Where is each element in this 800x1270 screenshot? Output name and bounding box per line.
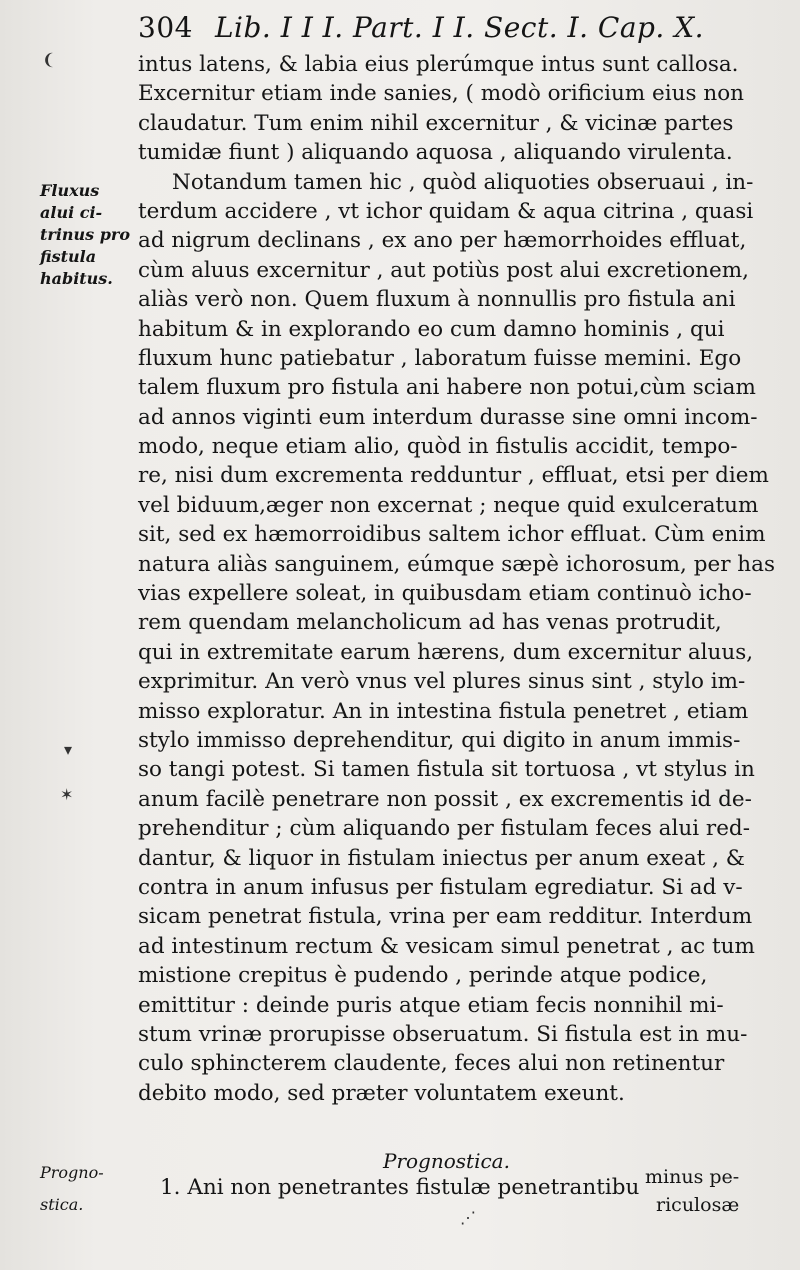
prognostic-item-1: 1. Ani non penetrantes fistulæ penetrantibu — [160, 1175, 640, 1200]
text-line: claudatur. Tum enim nihil excernitur , & vicinæ partes — [138, 110, 734, 136]
text-line: mistione crepitus è pudendo , perinde atque podice, — [138, 963, 708, 989]
text-line: debito modo, sed præter voluntatem exeunt. — [138, 1080, 625, 1106]
text-line: misso exploratur. An in intestina fistula penetret , etiam — [138, 698, 749, 724]
text-line: natura aliàs sanguinem, eúmque sæpè ichorosum, per has — [138, 551, 776, 577]
text-line: vel biduum,æger non excernat ; neque quid exulceratum — [138, 492, 759, 518]
ink-mark: ✶ — [60, 785, 74, 804]
prognostic-item-1-continuation — [645, 1166, 739, 1216]
running-title: Lib. I I I. Part. I I. Sect. I. Cap. X. — [214, 11, 705, 44]
text-line: Excernitur etiam inde sanies, ( modò orificium eius non — [138, 81, 744, 107]
margin-note-fluxus — [40, 180, 132, 290]
text-line: fluxum hunc patiebatur , laboratum fuisse memini. Ego — [138, 345, 742, 371]
text-line: prehenditur ; cùm aliquando per fistulam feces alui red- — [138, 816, 750, 842]
text-line: stylo immisso deprehenditur, qui digito in anum immis- — [138, 727, 741, 753]
text-line: ad nigrum declinans , ex ano per hæmorrhoides effluat, — [138, 228, 747, 254]
text-line: qui in extremitate earum hærens, dum excernitur aluus, — [138, 639, 754, 665]
text-line: Notandum tamen hic , quòd aliquoties obseruaui , in- — [172, 169, 754, 195]
text-line: anum facilè penetrare non possit , ex excrementis id de- — [138, 786, 752, 812]
margin-note-line: Progno- — [40, 1163, 104, 1182]
margin-note-prognostica — [40, 1162, 132, 1216]
text-line: rem quendam melancholicum ad has venas protrudit, — [138, 610, 722, 636]
text-line: modo, neque etiam alio, quòd in fistulis accidit, tempo- — [138, 434, 738, 460]
text-line: terdum accidere , vt ichor quidam & aqua citrina , quasi — [138, 198, 754, 224]
text-line: ad intestinum rectum & vesicam simul penetrat , ac tum — [138, 933, 755, 959]
text-line: vias expellere soleat, in quibusdam etiam continuò icho- — [138, 581, 752, 607]
margin-note-line: habitus. — [40, 269, 113, 288]
margin-note-line: Fluxus — [40, 181, 100, 200]
continuation-lower: riculosæ — [656, 1194, 740, 1216]
text-line: aliàs verò non. Quem fluxum à nonnullis pro fistula ani — [138, 287, 736, 313]
text-line: culo sphincterem claudente, feces alui non retinentur — [138, 1051, 725, 1077]
margin-note-line: alui ci- — [40, 203, 103, 222]
text-line: ad annos viginti eum interdum durasse sine omni incom- — [138, 404, 758, 430]
continuation-upper: minus pe- — [645, 1166, 740, 1188]
text-line: habitum & in explorando eo cum damno hominis , qui — [138, 316, 725, 342]
text-line: emittitur : deinde puris atque etiam fecis nonnihil mi- — [138, 992, 724, 1018]
main-text-block — [138, 50, 776, 1108]
text-line: cùm aluus excernitur , aut potiùs post alui excretionem, — [138, 257, 749, 283]
ink-mark: ❨ — [42, 50, 56, 69]
margin-note-line: fistula — [40, 247, 97, 266]
text-line: dantur, & liquor in fistulam iniectus per anum exeat , & — [138, 845, 745, 871]
margin-note-line: trinus pro — [40, 225, 131, 244]
ink-mark: ⋰ — [460, 1208, 476, 1227]
text-line: sicam penetrat fistula, vrina per eam redditur. Interdum — [138, 904, 753, 930]
text-line: stum vrinæ prorupisse obseruatum. Si fistula est in mu- — [138, 1021, 748, 1047]
margin-note-line: stica. — [40, 1195, 84, 1214]
text-line: talem fluxum pro fistula ani habere non potui,cùm sciam — [138, 375, 756, 401]
text-line: so tangi potest. Si tamen fistula sit tortuosa , vt stylus in — [138, 757, 755, 783]
text-line: intus latens, & labia eius plerúmque intus sunt callosa. — [138, 52, 739, 77]
running-header — [138, 8, 738, 48]
section-heading: Prognostica. — [383, 1149, 510, 1173]
text-line: contra in anum infusus per fistulam egrediatur. Si ad v- — [138, 874, 743, 900]
text-line: re, nisi dum excrementa redduntur , effluat, etsi per diem — [138, 463, 769, 489]
text-line: exprimitur. An verò vnus vel plures sinus sint , stylo im- — [138, 669, 746, 695]
ink-mark: ▾ — [64, 740, 73, 759]
page-number: 304 — [138, 11, 193, 44]
text-line: sit, sed ex hæmorroidibus saltem ichor effluat. Cùm enim — [138, 522, 766, 548]
text-line: tumidæ fiunt ) aliquando aquosa , aliquando virulenta. — [138, 140, 733, 166]
